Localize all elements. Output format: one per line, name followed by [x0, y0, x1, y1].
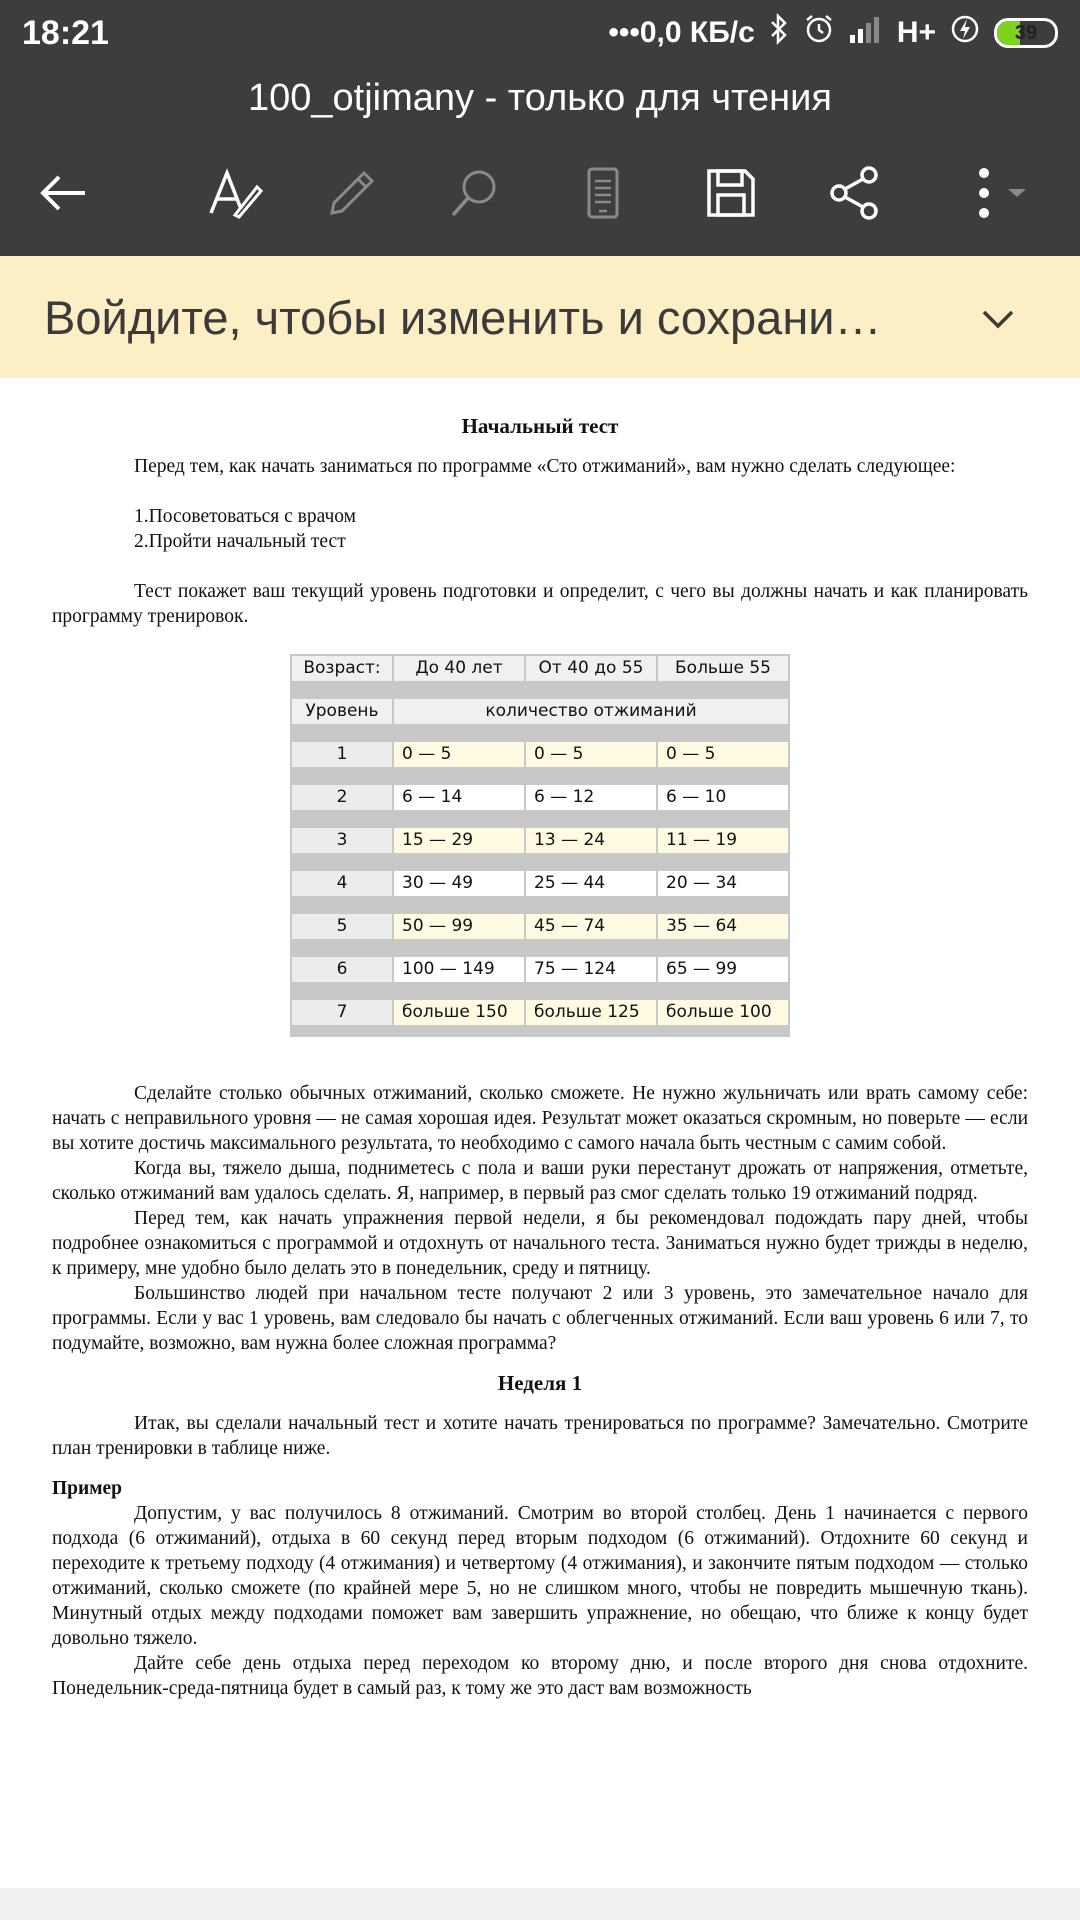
pushup-count-cell: 75 — 124	[525, 956, 657, 983]
pushup-count-cell: 6 — 14	[393, 784, 525, 811]
age-column-header: До 40 лет	[393, 655, 525, 682]
status-bar	[0, 0, 1080, 66]
pushup-count-cell: 15 — 29	[393, 827, 525, 854]
pushup-count-cell: 65 — 99	[657, 956, 789, 983]
save-icon[interactable]	[696, 158, 766, 228]
pushup-count-cell: 11 — 19	[657, 827, 789, 854]
pushup-count-cell: 6 — 10	[657, 784, 789, 811]
pushup-count-cell: 35 — 64	[657, 913, 789, 940]
pushup-count-cell: 13 — 24	[525, 827, 657, 854]
pushup-count-cell: 0 — 5	[525, 741, 657, 768]
table-row	[291, 784, 789, 811]
pushup-count-cell: 30 — 49	[393, 870, 525, 897]
network-type: H+	[896, 16, 936, 49]
paragraph: Допустим, у вас получилось 8 отжиманий. Смотрим во второй столбец. День 1 начинается с первого подхода (6 отжиманий), отдыха в 60 секунд перед вторым подходом (6 отжиманий). Отдохните 60 секунд и переходите к третьему подходу (4 отжимания) и четвертому (4 отжимания), и закончите пятым подходом — столько отжиманий, сколько сможете (по крайней мере 5, но не слишком много, чтобы не повредить мышечную ткань). Минутный отдых между подходами поможет вам завершить упражнение, но обещаю, что ближе к концу будет довольно тяжело.	[52, 1503, 1028, 1649]
paragraph: Перед тем, как начать упражнения первой недели, я бы рекомендовал подождать пару дней, чтобы подробнее ознакомиться с программой и отдохнуть от начального теста. Заниматься нужно будет трижды в неделю, к примеру, мне удобно было делать это в понедельник, среду и пятницу.	[52, 1208, 1028, 1279]
charging-icon	[950, 13, 980, 53]
pushup-count-cell: больше 100	[657, 999, 789, 1026]
pushup-count-cell: 100 — 149	[393, 956, 525, 983]
battery-level: 39	[1014, 21, 1038, 44]
paragraph: Когда вы, тяжело дыша, подниметесь с пола и ваши руки перестанут дрожать от напряжения, отметьте, сколько отжиманий вам удалось сделать. Я, например, в первый раз смог сделать только 19 отжиманий подряд.	[52, 1158, 1028, 1204]
level-cell: 2	[291, 784, 393, 811]
paragraph: Тест покажет ваш текущий уровень подготовки и определит, с чего вы должны начать и как планировать программу тренировок.	[52, 581, 1028, 627]
table-row	[291, 913, 789, 940]
pushup-count-cell: 20 — 34	[657, 870, 789, 897]
paragraph: Дайте себе день отдыха перед переходом ко второму дню, и после второго дня снова отдохните. Понедельник-среда-пятница будет в самый раз, к тому же это даст вам возможность	[52, 1653, 1028, 1699]
list-item: 1.Посоветоваться с врачом	[134, 506, 357, 527]
paragraph: Сделайте столько обычных отжиманий, сколько сможете. Не нужно жульничать или врать самому себе: начать с неправильного уровня — не самая хорошая идея. Результат может оказаться скромным, но поверьте — если вы хотите достичь максимального результата, то необходимо с самого начала быть честным с самим собой.	[52, 1083, 1028, 1154]
pushup-count-cell: 6 — 12	[525, 784, 657, 811]
battery-indicator	[994, 18, 1058, 48]
table-row	[291, 741, 789, 768]
level-cell: 7	[291, 999, 393, 1026]
count-header-label: количество отжиманий	[393, 698, 789, 725]
age-header-label: Возраст:	[291, 655, 393, 682]
heading-initial-test: Начальный тест	[461, 414, 619, 438]
document-title: 100_otjimany - только для чтения	[0, 66, 1080, 130]
paragraph: Большинство людей при начальном тесте получают 2 или 3 уровень, это замечательное начало для программы. Если у вас 1 уровень, вам следовало бы начать с облегченных отжиманий. Если ваш уровень 6 или 7, то подумайте, возможно, вам нужна более сложная программа?	[52, 1283, 1028, 1354]
search-icon[interactable]	[440, 158, 510, 228]
level-cell: 5	[291, 913, 393, 940]
back-arrow-icon[interactable]	[28, 158, 98, 228]
level-header-label: Уровень	[291, 698, 393, 725]
status-icons	[608, 13, 1058, 53]
read-aloud-icon[interactable]	[200, 158, 270, 228]
pushup-count-cell: больше 150	[393, 999, 525, 1026]
alarm-icon	[803, 13, 835, 53]
table-row	[291, 956, 789, 983]
heading-week-1: Неделя 1	[497, 1371, 583, 1395]
signal-icon	[849, 15, 883, 51]
table-row	[291, 827, 789, 854]
share-icon[interactable]	[820, 158, 890, 228]
paragraph: Перед тем, как начать заниматься по программе «Сто отжиманий», вам нужно сделать следующее:	[134, 456, 956, 477]
mobile-view-icon[interactable]	[568, 158, 638, 228]
age-column-header: Больше 55	[657, 655, 789, 682]
table-row	[291, 870, 789, 897]
more-icon[interactable]	[950, 158, 1050, 228]
status-time: 18:21	[22, 13, 109, 52]
sign-in-banner[interactable]	[0, 256, 1080, 378]
banner-text: Войдите, чтобы изменить и сохрани…	[44, 290, 882, 344]
pushup-count-cell: 0 — 5	[393, 741, 525, 768]
list-item: 2.Пройти начальный тест	[134, 531, 346, 552]
pushup-count-cell: больше 125	[525, 999, 657, 1026]
paragraph: Итак, вы сделали начальный тест и хотите начать тренироваться по программе? Замечательно. Смотрите план тренировки в таблице ниже.	[52, 1413, 1028, 1459]
age-column-header: От 40 до 55	[525, 655, 657, 682]
example-label: Пример	[52, 1478, 123, 1499]
level-cell: 6	[291, 956, 393, 983]
chevron-down-icon[interactable]	[976, 296, 1020, 340]
network-speed: •••0,0 КБ/с	[608, 16, 755, 49]
bottom-edge	[0, 1888, 1080, 1920]
pushup-count-cell: 50 — 99	[393, 913, 525, 940]
document-page[interactable]	[0, 378, 1080, 1888]
pushup-count-cell: 25 — 44	[525, 870, 657, 897]
table-row	[291, 999, 789, 1026]
pencil-icon[interactable]	[315, 158, 385, 228]
level-cell: 1	[291, 741, 393, 768]
pushup-count-cell: 0 — 5	[657, 741, 789, 768]
pushup-count-cell: 45 — 74	[525, 913, 657, 940]
pushup-levels-table	[290, 654, 790, 1037]
bluetooth-icon	[769, 13, 789, 53]
level-cell: 4	[291, 870, 393, 897]
toolbar	[0, 130, 1080, 256]
level-cell: 3	[291, 827, 393, 854]
